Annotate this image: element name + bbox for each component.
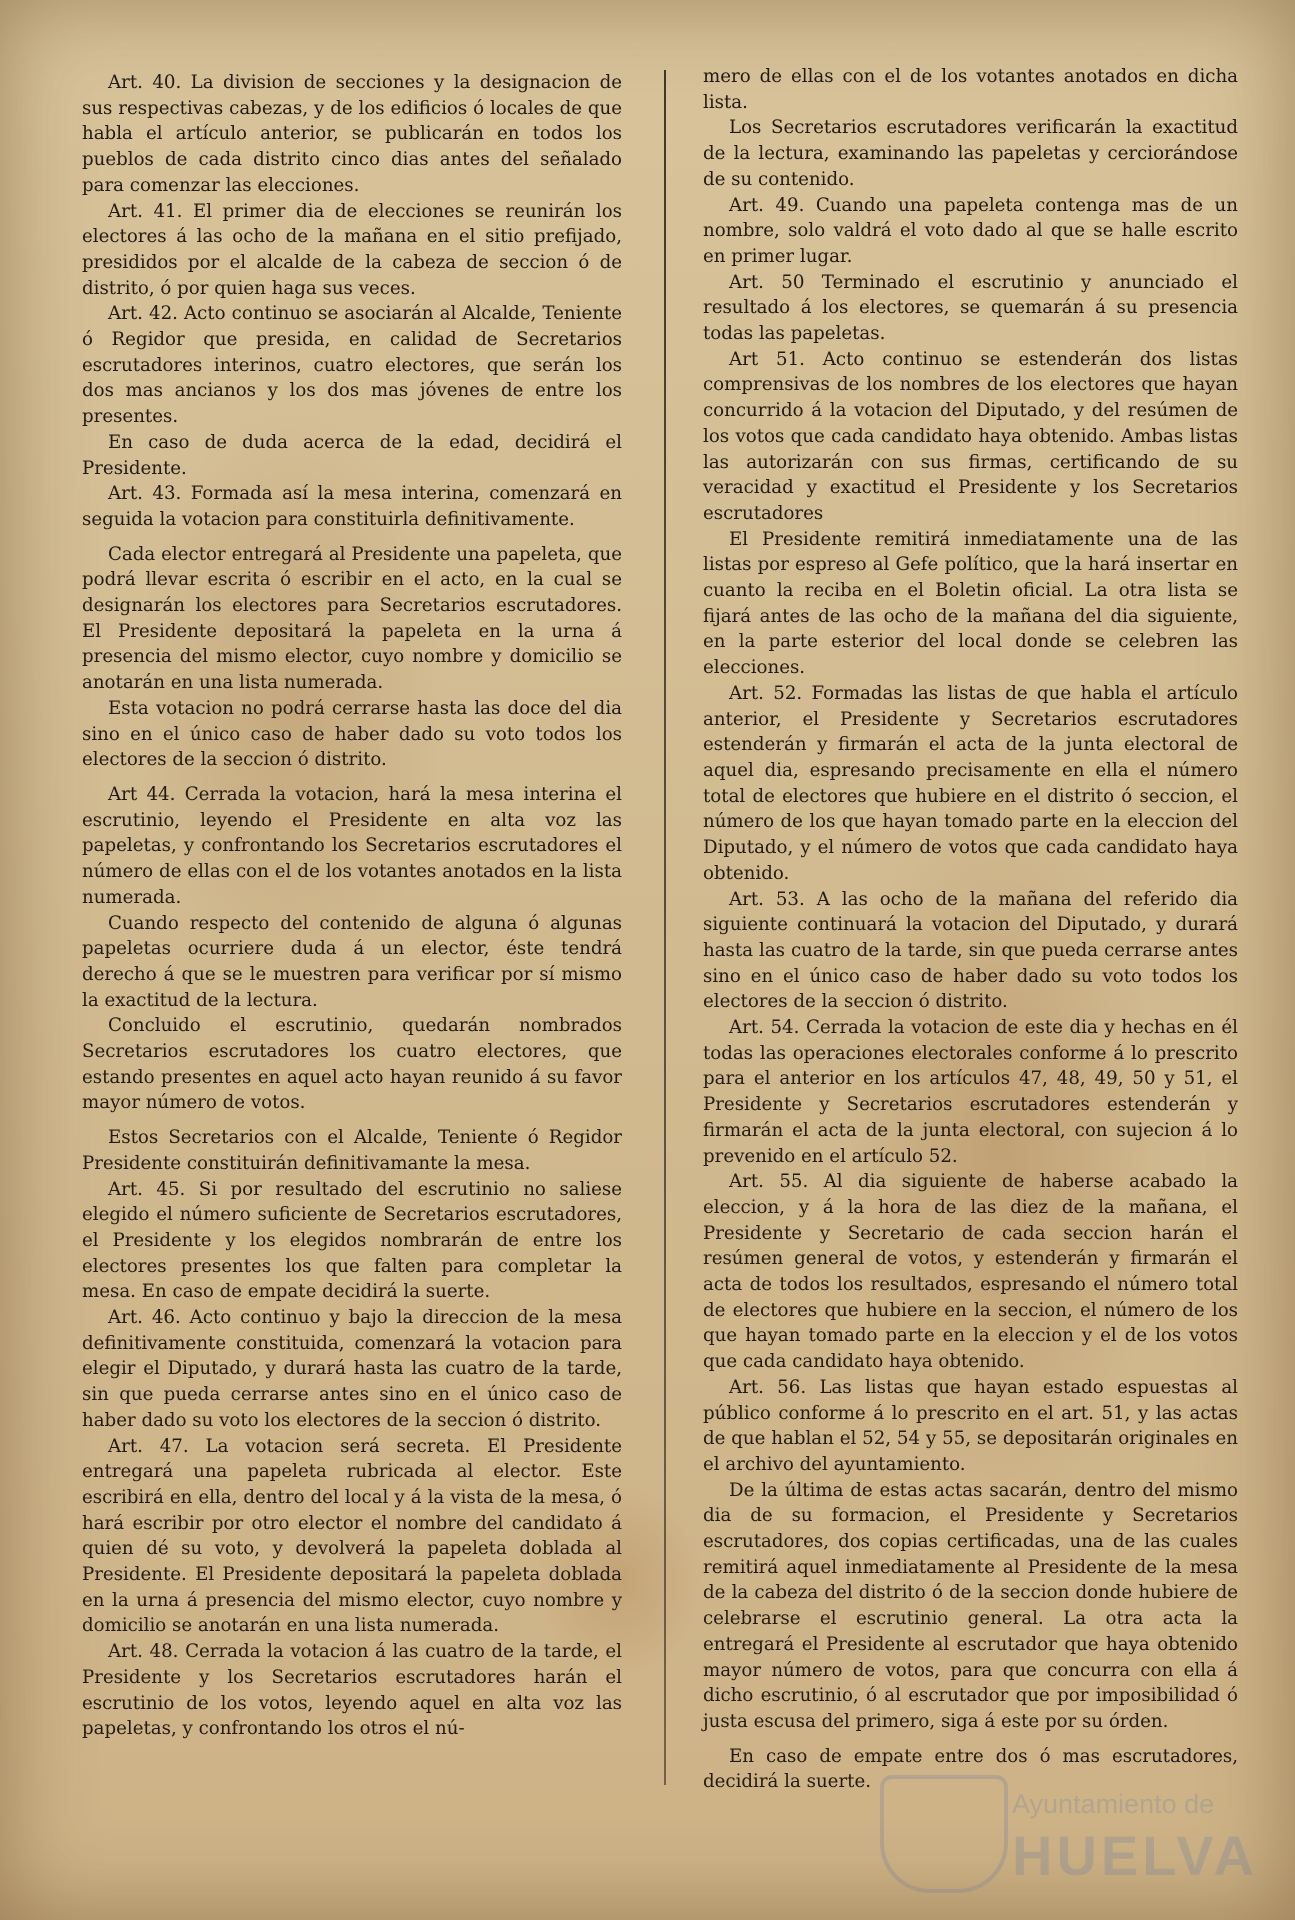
article-55: Art. 55. Al dia siguiente de haberse acabado la eleccion, y á la hora de las diez de la mañana, el Presidente y Secretario de cada seccion harán el resúmen general de votos, y estenderán y firmarán el acta de todos los resultados, espresando el número total de electores que hubiere en la seccion, el número de los que hayan tomado parte en la eleccion y el de los votos que cada candidato haya obtenido. [703, 1171, 1238, 1373]
article-44: Art 44. Cerrada la votacion, hará la mesa interina el escrutinio, leyendo el Presidente en alta voz las papeletas, y confrontando los Secretarios escrutadores el número de ellas con el de los votantes anotados en la lista numerada. [82, 783, 622, 908]
article-45: Art. 45. Si por resultado del escrutinio no saliese elegido el número suficiente de Secretarios escrutadores, el Presidente y los elegidos nombrarán de entre los electores presentes los que falten para completar la mesa. En caso de empate decidirá la suerte. [82, 1178, 622, 1303]
article-44-paragraph-1: Cuando respecto del contenido de alguna ó algunas papeletas ocurriere duda á un elector, éste tendrá derecho á que se le muestren para verificar por sí mismo la exactitud de la lectura. [82, 912, 622, 1011]
left-column [82, 70, 622, 1742]
watermark-line-1: Ayuntamiento de [1012, 1789, 1215, 1819]
column-divider [664, 70, 666, 1785]
article-48-continued: mero de ellas con el de los votantes anotados en dicha lista. [703, 66, 1238, 113]
article-43: Art. 43. Formada así la mesa interina, comenzará en seguida la votacion para constituirla definitivamente. [82, 483, 622, 530]
article-48: Art. 48. Cerrada la votacion á las cuatro de la tarde, el Presidente y los Secretarios escrutadores harán el escrutinio de los votos, leyendo aquel en alta voz las papeletas, y confrontando los otros el nú- [82, 1641, 622, 1740]
article-51-paragraph: El Presidente remitirá inmediatamente una de las listas por espreso al Gefe político, que la hará insertar en cuanto la reciba en el Boletin oficial. La otra lista se fijará antes de las ocho de la mañana del dia siguiente, en la parte esterior del local donde se celebren las elecciones. [703, 528, 1238, 679]
article-43-paragraph-1: Cada elector entregará al Presidente una papeleta, que podrá llevar escrita ó escribir en el acto, en la cual se designarán los electores para Secretarios escrutadores. El Presidente depositará la papeleta en la urna á presencia del mismo elector, cuyo nombre y domicilio se anotarán en una lista numerada. [82, 543, 622, 694]
article-56-paragraph-1: De la última de estas actas sacarán, dentro del mismo dia de su formacion, el Presidente y Secretarios escrutadores, dos copias certificadas, una de las cuales remitirá aquel inmediatamente al Presidente de la mesa de la cabeza del distrito ó de la seccion donde hubiere de celebrarse el escrutinio general. La otra acta la entregará el Presidente al escrutador que haya obtenido mayor número de votos, para que concurra con ella á dicho escrutinio, ó al escrutador que por imposibilidad ó justa escusa del primero, siga á este por su órden. [703, 1479, 1238, 1732]
article-41: Art. 41. El primer dia de elecciones se reunirán los electores á las ocho de la mañana en el sitio prefijado, presididos por el alcalde de la cabeza de seccion ó de distrito, ó por quien haga sus veces. [82, 200, 622, 299]
article-56: Art. 56. Las listas que hayan estado espuestas al público conforme á lo prescrito en el art. 51, y las actas de que hablan el 52, 54 y 55, se depositarán originales en el archivo del ayuntamiento. [703, 1376, 1238, 1475]
article-51: Art 51. Acto continuo se estenderán dos listas comprensivas de los nombres de los electores que hayan concurrido á la votacion del Diputado, y del resúmen de los votos que cada candidato haya obtenido. Ambas listas las autorizarán con sus firmas, certificando de su veracidad y exactitud el Presidente y los Secretarios escrutadores [703, 348, 1238, 524]
article-46: Art. 46. Acto continuo y bajo la direccion de la mesa definitivamente constituida, comenzará la votacion para elegir el Diputado, y durará hasta las cuatro de la tarde, sin que pueda cerrarse antes sino en el único caso de haber dado su voto los electores de la seccion ó distrito. [82, 1307, 622, 1431]
watermark-line-2: HUELVA [1012, 1824, 1258, 1887]
coat-of-arms-icon [880, 1775, 1008, 1893]
article-43-paragraph-2: Esta votacion no podrá cerrarse hasta las doce del dia sino en el único caso de haber dado su voto todos los electores de la seccion ó distrito. [82, 697, 622, 771]
article-40: Art. 40. La division de secciones y la designacion de sus respectivas cabezas, y de los edificios ó locales de que habla el artículo anterior, se publicarán en todos los pueblos de cada distrito cinco dias antes del señalado para comenzar las elecciones. [82, 72, 622, 196]
ayuntamiento-huelva-watermark [880, 1775, 1258, 1895]
right-column [703, 64, 1238, 1795]
article-48-paragraph: Los Secretarios escrutadores verificarán la exactitud de la lectura, examinando las papeletas y cerciorándose de su contenido. [703, 117, 1238, 190]
article-44-paragraph-2: Concluido el escrutinio, quedarán nombrados Secretarios escrutadores los cuatro electores, que estando presentes en aquel acto hayan reunido á su favor mayor número de votos. [82, 1015, 622, 1114]
article-53: Art. 53. A las ocho de la mañana del referido dia siguiente continuará la votacion del Diputado, y durará hasta las cuatro de la tarde, sin que pueda cerrarse antes sino en el único caso de haber dado su voto todos los electores de la seccion ó distrito. [703, 888, 1238, 1013]
article-50: Art. 50 Terminado el escrutinio y anunciado el resultado á los electores, se quemarán á su presencia todas las papeletas. [703, 271, 1238, 345]
article-52: Art. 52. Formadas las listas de que habla el artículo anterior, el Presidente y Secretarios escrutadores estenderán y firmarán el acta de la junta electoral de aquel dia, espresando precisamente en ella el número total de electores que hubiere en el distrito ó seccion, el número de los que hayan tomado parte en la eleccion del Diputado, y el número de votos que cada candidato haya obtenido. [703, 682, 1238, 884]
article-44-paragraph-3: Estos Secretarios con el Alcalde, Teniente ó Regidor Presidente constituirán definitivamante la mesa. [82, 1127, 622, 1174]
article-47: Art. 47. La votacion será secreta. El Presidente entregará una papeleta rubricada al elector. Este escribirá en ella, dentro del local y á la vista de la mesa, ó hará escribir por otro elector el nombre del candidato á quien dé su voto, y devolverá la papeleta doblada al Presidente. El Presidente depositará la papeleta doblada en la urna á presencia del mismo elector, cuyo nombre y domicilio se anotarán en una lista numerada. [82, 1435, 622, 1637]
article-42-paragraph: En caso de duda acerca de la edad, decidirá el Presidente. [82, 431, 622, 479]
article-49: Art. 49. Cuando una papeleta contenga mas de un nombre, solo valdrá el voto dado al que se halle escrito en primer lugar. [703, 194, 1238, 267]
article-56-paragraph-2: En caso de empate entre dos ó mas escrutadores, decidirá la suerte. [703, 1745, 1238, 1793]
article-54: Art. 54. Cerrada la votacion de este dia y hechas en él todas las operaciones electorales conforme á lo prescrito para el anterior en los artículos 47, 48, 49, 50 y 51, el Presidente y Secretarios escrutadores estenderán y firmarán el acta de la junta electoral, con sujecion á lo prevenido en el artículo 52. [703, 1017, 1238, 1167]
article-42: Art. 42. Acto continuo se asociarán al Alcalde, Teniente ó Regidor que presida, en calidad de Secretarios escrutadores interinos, cuatro electores, que serán los dos mas ancianos y los dos mas jóvenes de entre los presentes. [82, 303, 622, 428]
